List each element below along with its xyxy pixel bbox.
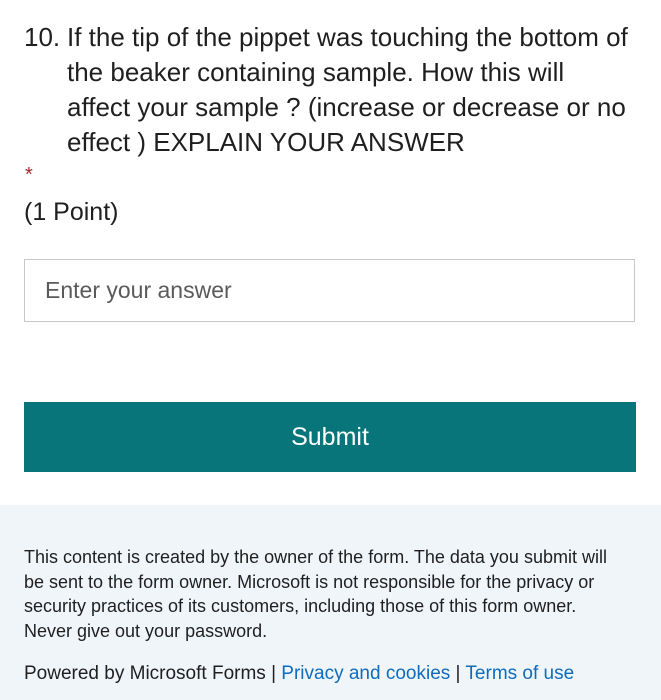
- submit-button[interactable]: Submit: [24, 402, 636, 472]
- link-separator: |: [265, 663, 282, 684]
- terms-of-use-link[interactable]: Terms of use: [465, 663, 575, 684]
- powered-by-text: Powered by Microsoft Forms: [24, 663, 266, 684]
- question-text: If the tip of the pippet was touching the bottom of the beaker containing sample. How this will affect your sample ? (increase or decrease or no effect ) EXPLAIN YOUR ANSWER: [67, 22, 628, 157]
- question-title: [24, 20, 634, 160]
- answer-input[interactable]: [24, 259, 635, 322]
- footer: [0, 505, 661, 700]
- footer-links-row: [24, 663, 574, 685]
- question-number: 10.: [24, 22, 61, 52]
- privacy-cookies-link[interactable]: Privacy and cookies: [281, 663, 451, 684]
- link-separator: |: [450, 663, 466, 684]
- footer-disclaimer: This content is created by the owner of the form. The data you submit will be sent to the form owner. Microsoft is not responsible for the privacy or security practices of its customers, including those of this form owner. Never give out your password.: [24, 547, 607, 641]
- required-asterisk: *: [25, 164, 33, 186]
- question-points: (1 Point): [24, 198, 119, 226]
